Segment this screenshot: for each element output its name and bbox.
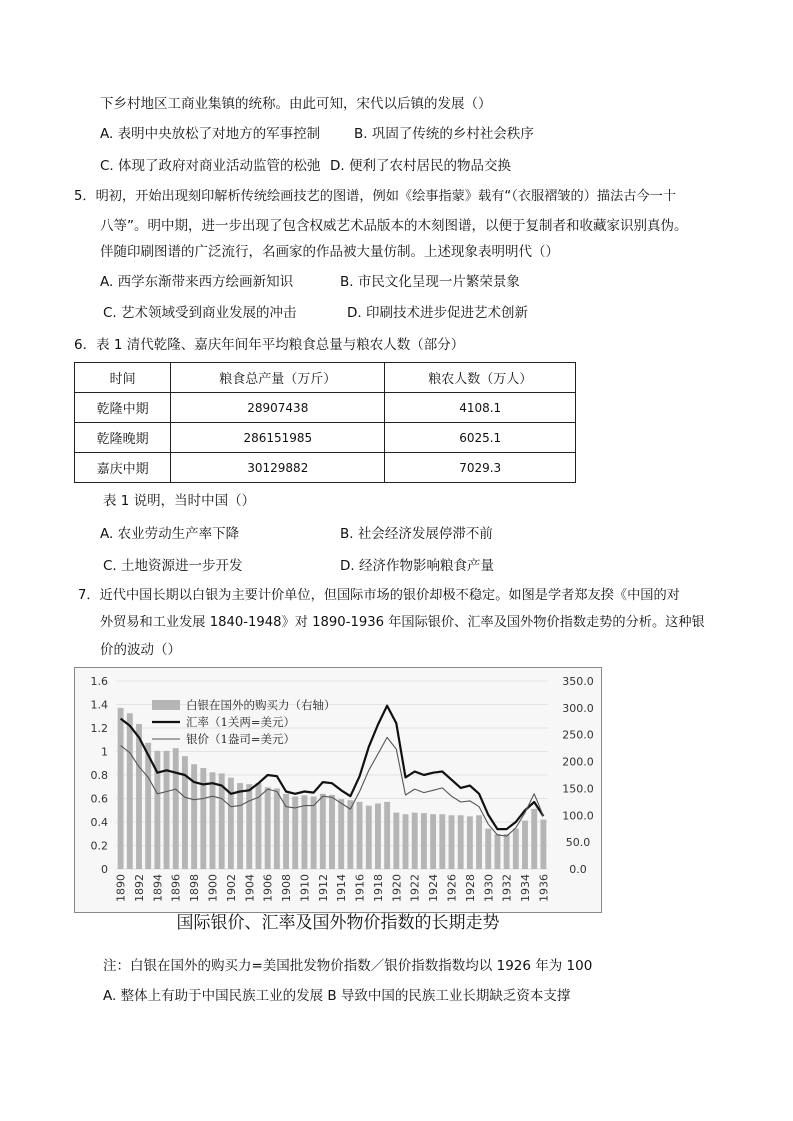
q6-option-c[interactable]: C. 土地资源进一步开发 bbox=[103, 558, 243, 574]
y2-tick-label: 300.0 bbox=[562, 701, 594, 715]
bar bbox=[127, 713, 133, 869]
x-tick-label: 1894 bbox=[151, 874, 165, 902]
y-tick-label: 0.8 bbox=[90, 769, 108, 782]
table-cell: 7029.3 bbox=[385, 453, 576, 483]
q5-stem-line1: 5．明初，开始出现刻印解析传统绘画技艺的图谱，例如《绘事指蒙》载有“（衣服褶皱的）描法古今一十 bbox=[74, 189, 677, 204]
bar bbox=[274, 788, 280, 869]
x-tick-label: 1902 bbox=[224, 874, 238, 902]
bar bbox=[173, 748, 179, 869]
bar bbox=[430, 814, 436, 869]
y-tick-label: 1.6 bbox=[90, 675, 108, 688]
q4-stem-continued: 下乡村地区工商业集镇的统称。由此可知，宋代以后镇的发展（） bbox=[100, 96, 492, 112]
table-cell: 30129882 bbox=[171, 453, 385, 483]
q4-option-a[interactable]: A. 表明中央放松了对地方的军事控制 bbox=[100, 126, 321, 142]
x-tick-label: 1896 bbox=[169, 874, 183, 902]
bar bbox=[320, 794, 326, 869]
chart-left-axis bbox=[91, 675, 109, 876]
x-tick-label: 1900 bbox=[206, 874, 220, 902]
table-header-cell: 粮农人数（万人） bbox=[385, 363, 576, 393]
q6-option-b[interactable]: B. 社会经济发展停滞不前 bbox=[340, 526, 493, 542]
y-tick-label: 1.4 bbox=[90, 698, 108, 712]
x-tick-label: 1906 bbox=[261, 874, 275, 902]
q6-option-d[interactable]: D. 经济作物影响粮食产量 bbox=[340, 558, 494, 574]
bar bbox=[485, 829, 491, 869]
q5-stem-line2: 八等”。明中期，进一步出现了包含权威艺术品版本的木刻图谱，以便于复制者和收藏家识别真伪。 bbox=[100, 218, 688, 234]
x-tick-label: 1892 bbox=[132, 874, 146, 902]
x-tick-label: 1928 bbox=[463, 874, 477, 902]
bar bbox=[164, 751, 170, 869]
x-tick-label: 1934 bbox=[519, 874, 533, 902]
legend-swatch bbox=[152, 700, 180, 710]
x-tick-label: 1936 bbox=[537, 874, 551, 902]
table-cell: 嘉庆中期 bbox=[75, 453, 171, 483]
bar bbox=[531, 809, 537, 869]
bar bbox=[504, 834, 510, 869]
q7-stem-line2: 外贸易和工业发展 1840-1948》对 1890-1936 年国际银价、汇率及国外物价指数走势的分析。这种银 bbox=[100, 615, 705, 630]
bar bbox=[265, 787, 271, 869]
bar bbox=[403, 814, 409, 869]
x-tick-label: 1904 bbox=[243, 874, 257, 902]
table-header-cell: 粮食总产量（万斤） bbox=[171, 363, 385, 393]
y-tick-label: 0 bbox=[101, 863, 108, 876]
q5-option-d[interactable]: D. 印刷技术进步促进艺术创新 bbox=[347, 305, 528, 321]
y-tick-label: 1.2 bbox=[90, 722, 108, 735]
q6-option-a[interactable]: A. 农业劳动生产率下降 bbox=[100, 526, 240, 542]
y2-tick-label: 50.0 bbox=[565, 836, 591, 850]
bar bbox=[283, 794, 289, 869]
q5-option-a[interactable]: A. 西学东渐带来西方绘画新知识 bbox=[100, 274, 294, 290]
q7-stem-line1: 7．近代中国长期以白银为主要计价单位，但国际市场的银价却极不稳定。如图是学者郑友揆《中国的对 bbox=[78, 588, 680, 603]
bar bbox=[540, 820, 546, 869]
x-tick-label: 1932 bbox=[500, 874, 514, 902]
bar bbox=[136, 724, 142, 869]
q5-stem-line3: 伴随印刷图谱的广泛流行，名画家的作品被大量仿制。上述现象表明明代（） bbox=[100, 244, 559, 260]
bar bbox=[393, 813, 399, 869]
q4-option-d[interactable]: D. 便利了农村居民的物品交换 bbox=[330, 158, 511, 174]
silver-price-chart bbox=[74, 667, 602, 913]
x-tick-label: 1912 bbox=[316, 874, 330, 902]
x-tick-label: 1920 bbox=[390, 874, 404, 902]
x-tick-label: 1890 bbox=[114, 874, 128, 902]
x-tick-label: 1924 bbox=[427, 874, 441, 902]
table-header-cell: 时间 bbox=[75, 363, 171, 393]
bar bbox=[449, 815, 455, 869]
y-tick-label: 1 bbox=[101, 745, 108, 759]
x-tick-label: 1922 bbox=[408, 874, 422, 902]
table-cell: 28907438 bbox=[171, 393, 385, 423]
y2-tick-label: 100.0 bbox=[562, 809, 594, 823]
q7-options-ab[interactable]: A. 整体上有助于中国民族工业的发展 B 导致中国的民族工业长期缺乏资本支撑 bbox=[103, 988, 571, 1004]
table-cell: 6025.1 bbox=[385, 423, 576, 453]
table-row bbox=[75, 453, 576, 483]
q6-table-note: 表 1 说明，当时中国（） bbox=[103, 493, 256, 509]
q4-option-b[interactable]: B. 巩固了传统的乡村社会秩序 bbox=[354, 126, 534, 142]
bar bbox=[182, 756, 188, 869]
q4-option-c[interactable]: C. 体现了政府对商业活动监管的松弛 bbox=[100, 158, 321, 174]
x-tick-label: 1898 bbox=[188, 874, 202, 902]
y2-tick-label: 0.0 bbox=[569, 863, 587, 876]
bar bbox=[246, 784, 252, 869]
x-tick-label: 1930 bbox=[482, 874, 496, 902]
y2-tick-label: 350.0 bbox=[562, 675, 594, 688]
bar bbox=[495, 834, 501, 869]
q5-option-c[interactable]: C. 艺术领域受到商业发展的冲击 bbox=[103, 305, 297, 321]
bar bbox=[237, 783, 243, 869]
bar bbox=[210, 772, 216, 869]
y-tick-label: 0.6 bbox=[90, 792, 108, 806]
legend-label: 白银在国外的购买力（右轴） bbox=[186, 698, 336, 712]
table-cell: 乾隆晚期 bbox=[75, 423, 171, 453]
x-tick-label: 1910 bbox=[298, 874, 312, 902]
x-tick-label: 1908 bbox=[280, 874, 294, 902]
chart-caption: 国际银价、汇率及国外物价指数的长期走势 bbox=[176, 913, 500, 933]
q7-stem-line3: 价的波动（） bbox=[100, 642, 181, 658]
table-cell: 4108.1 bbox=[385, 393, 576, 423]
legend-label: 银价（1盎司=美元） bbox=[186, 732, 295, 746]
x-tick-label: 1926 bbox=[445, 874, 459, 902]
x-tick-label: 1918 bbox=[371, 874, 385, 902]
bar bbox=[347, 800, 353, 869]
bar bbox=[338, 799, 344, 869]
bar bbox=[357, 802, 363, 869]
bar bbox=[118, 708, 124, 869]
x-tick-label: 1914 bbox=[335, 874, 349, 902]
grain-table bbox=[74, 362, 576, 483]
y-tick-label: 0.2 bbox=[90, 839, 108, 853]
bar bbox=[329, 795, 335, 869]
bar bbox=[375, 803, 381, 869]
bar bbox=[384, 802, 390, 869]
table-row bbox=[75, 393, 576, 423]
table-cell: 286151985 bbox=[171, 423, 385, 453]
bar bbox=[458, 815, 464, 869]
q6-stem: 6．表 1 清代乾隆、嘉庆年间年平均粮食总量与粮农人数（部分） bbox=[74, 337, 465, 353]
bar bbox=[311, 796, 317, 869]
q5-option-b[interactable]: B. 市民文化呈现一片繁荣景象 bbox=[340, 274, 520, 290]
bar bbox=[412, 813, 418, 869]
bar bbox=[476, 815, 482, 869]
bar bbox=[421, 813, 427, 869]
y2-tick-label: 250.0 bbox=[562, 728, 594, 742]
bar bbox=[467, 816, 473, 869]
table-header-row bbox=[75, 363, 576, 393]
bar bbox=[145, 743, 151, 869]
bar bbox=[513, 829, 519, 869]
table-cell: 乾隆中期 bbox=[75, 393, 171, 423]
bar bbox=[439, 814, 445, 869]
bar bbox=[522, 821, 528, 869]
x-tick-label: 1916 bbox=[353, 874, 367, 902]
q7-chart-note: 注：白银在国外的购买力=美国批发物价指数／银价指数指数均以 1926 年为 100 bbox=[103, 958, 593, 974]
y-tick-label: 0.4 bbox=[90, 816, 108, 829]
bar bbox=[366, 806, 372, 869]
y2-tick-label: 200.0 bbox=[562, 755, 594, 769]
legend-label: 汇率（1关两=美元） bbox=[186, 715, 295, 729]
table-row bbox=[75, 423, 576, 453]
y2-tick-label: 150.0 bbox=[562, 782, 594, 796]
